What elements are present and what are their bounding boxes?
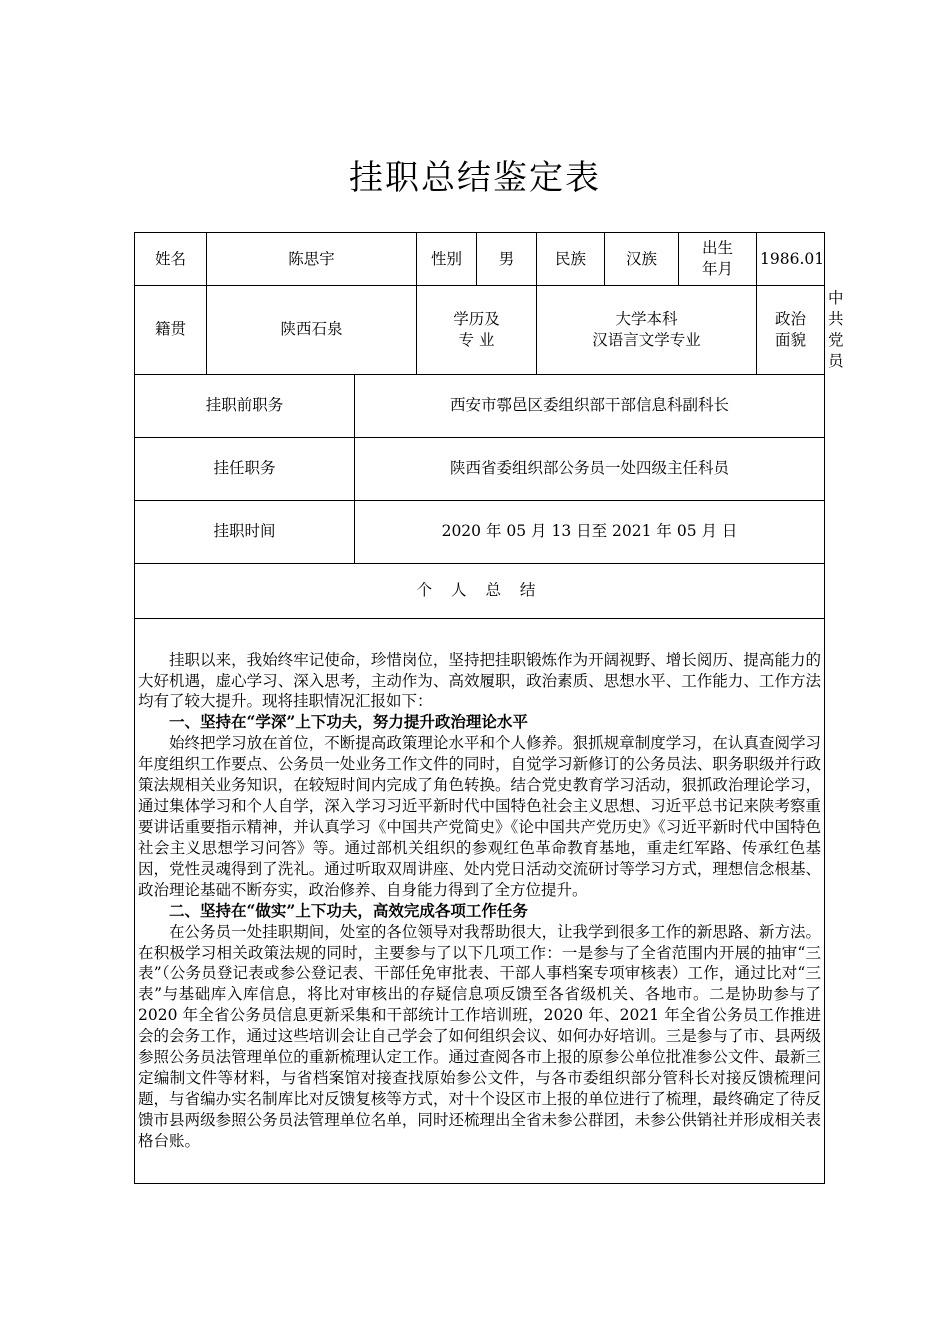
table-row-summary-header xyxy=(135,563,825,618)
label-political-status-line2: 面貌 xyxy=(775,330,807,349)
table-row-summary-body xyxy=(135,618,825,1183)
label-education xyxy=(417,286,537,375)
label-native-place: 籍贯 xyxy=(135,286,207,375)
table-row-temporary-position xyxy=(135,437,825,500)
value-ethnicity: 汉族 xyxy=(605,233,679,286)
label-education-line2: 专 业 xyxy=(458,330,495,349)
label-period: 挂职时间 xyxy=(135,500,355,563)
summary-paragraph: 挂职以来，我始终牢记使命，珍惜岗位，坚持把挂职锻炼作为开阔视野、增长阅历、提高能力的大好机遇，虚心学习、深入思考，主动作为、高效履职，政治素质、思想水平、工作能力、工作方法均有了较大提升。现将挂职情况汇报如下： xyxy=(138,650,822,711)
label-ethnicity: 民族 xyxy=(537,233,605,286)
label-birth-date xyxy=(679,233,757,286)
value-education-major: 汉语言文学专业 xyxy=(592,330,701,349)
label-previous-position: 挂职前职务 xyxy=(135,374,355,437)
table-row-previous-position xyxy=(135,374,825,437)
summary-paragraph: 在公务员一处挂职期间，处室的各位领导对我帮助很大，让我学到很多工作的新思路、新方法。在积极学习相关政策法规的同时，主要参与了以下几项工作：一是参与了全省范围内开展的抽审“三表”（公务员登记表或参公登记表、干部任免审批表、干部人事档案专项审核表）工作，通过比对“三表”与基础库入库信息，将比对审核出的存疑信息项反馈至各省级机关、各地市。二是协助参与了 2020 年全省公务员信息更新采集和干部统计工作培训班，2020 年、2021 年全省公务员工作推进会的会务工作，通过这些培训会让自己学会了如何组织会议、如何办好培训。三是参与了市、县两级参照公务员法管理单位的重新梳理认定工作。通过查阅各市上报的原参公单位批准参公文件、最新三定编制文件等材料，与省档案馆对接查找原始参公文件，与各市委组织部分管科长对接反馈梳理问题，与省编办实名制库比对反馈复核等方式，对十个设区市上报的单位进行了梳理，最终确定了待反馈市县两级参照公务员法管理单位名单，同时还梳理出全省未参公群团，未参公供销社并形成相关表格台账。 xyxy=(138,922,822,1150)
value-education xyxy=(537,286,757,375)
appraisal-form-table xyxy=(134,232,844,1184)
value-gender: 男 xyxy=(477,233,537,286)
value-period: 2020 年 05 月 13 日至 2021 年 05 月 日 xyxy=(355,500,825,563)
label-education-line1: 学历及 xyxy=(453,309,500,328)
summary-section-title: 个 人 总 结 xyxy=(135,563,825,618)
label-name: 姓名 xyxy=(135,233,207,286)
label-birth-date-line2: 年月 xyxy=(702,260,734,278)
value-native-place: 陕西石泉 xyxy=(207,286,417,375)
value-birth-date: 1986.01 xyxy=(757,233,825,286)
value-education-degree: 大学本科 xyxy=(615,309,678,328)
summary-body xyxy=(135,618,825,1183)
table-row-background: 籍贯 陕西石泉 学历及 专 业 大学本科 汉语言文学专业 政治 面貌 中共 党员 xyxy=(135,286,825,375)
value-temporary-position: 陕西省委组织部公务员一处四级主任科员 xyxy=(355,437,825,500)
label-gender: 性别 xyxy=(417,233,477,286)
label-political-status xyxy=(757,286,825,375)
summary-heading: 一、坚持在“学深”上下功夫，努力提升政治理论水平 xyxy=(169,712,528,732)
value-previous-position: 西安市鄠邑区委组织部干部信息科副科长 xyxy=(355,374,825,437)
summary-paragraph: 始终把学习放在首位，不断提高政策理论水平和个人修养。狠抓规章制度学习，在认真查阅学习年度组织工作要点、公务员一处业务工作文件的同时，自觉学习新修订的公务员法、职务职级并行政策法规相关业务知识，在较短时间内完成了角色转换。结合党史教育学习活动，狠抓政治理论学习，通过集体学习和个人自学，深入学习习近平新时代中国特色社会主义思想、习近平总书记来陕考察重要讲话重要指示精神，并认真学习《中国共产党简史》《论中国共产党历史》《习近平新时代中国特色社会主义思想学习问答》等。通过部机关组织的参观红色革命教育基地，重走红军路、传承红色基因，党性灵魂得到了洗礼。通过听取双周讲座、处内党日活动交流研讨等学习方式，理想信念根基、政治理论基础不断夯实，政治修养、自身能力得到了全方位提升。 xyxy=(138,734,822,899)
label-political-status-line1: 政治 xyxy=(775,309,807,328)
label-birth-date-line1: 出生 xyxy=(702,239,734,258)
summary-heading: 二、坚持在“做实”上下功夫，高效完成各项工作任务 xyxy=(169,900,528,920)
table-row-basic-info xyxy=(135,233,825,286)
table-row-period xyxy=(135,500,825,563)
value-name: 陈思宇 xyxy=(207,233,417,286)
label-temporary-position: 挂任职务 xyxy=(135,437,355,500)
summary-paragraph-list xyxy=(138,650,821,1152)
page-title: 挂职总结鉴定表 xyxy=(349,158,601,198)
